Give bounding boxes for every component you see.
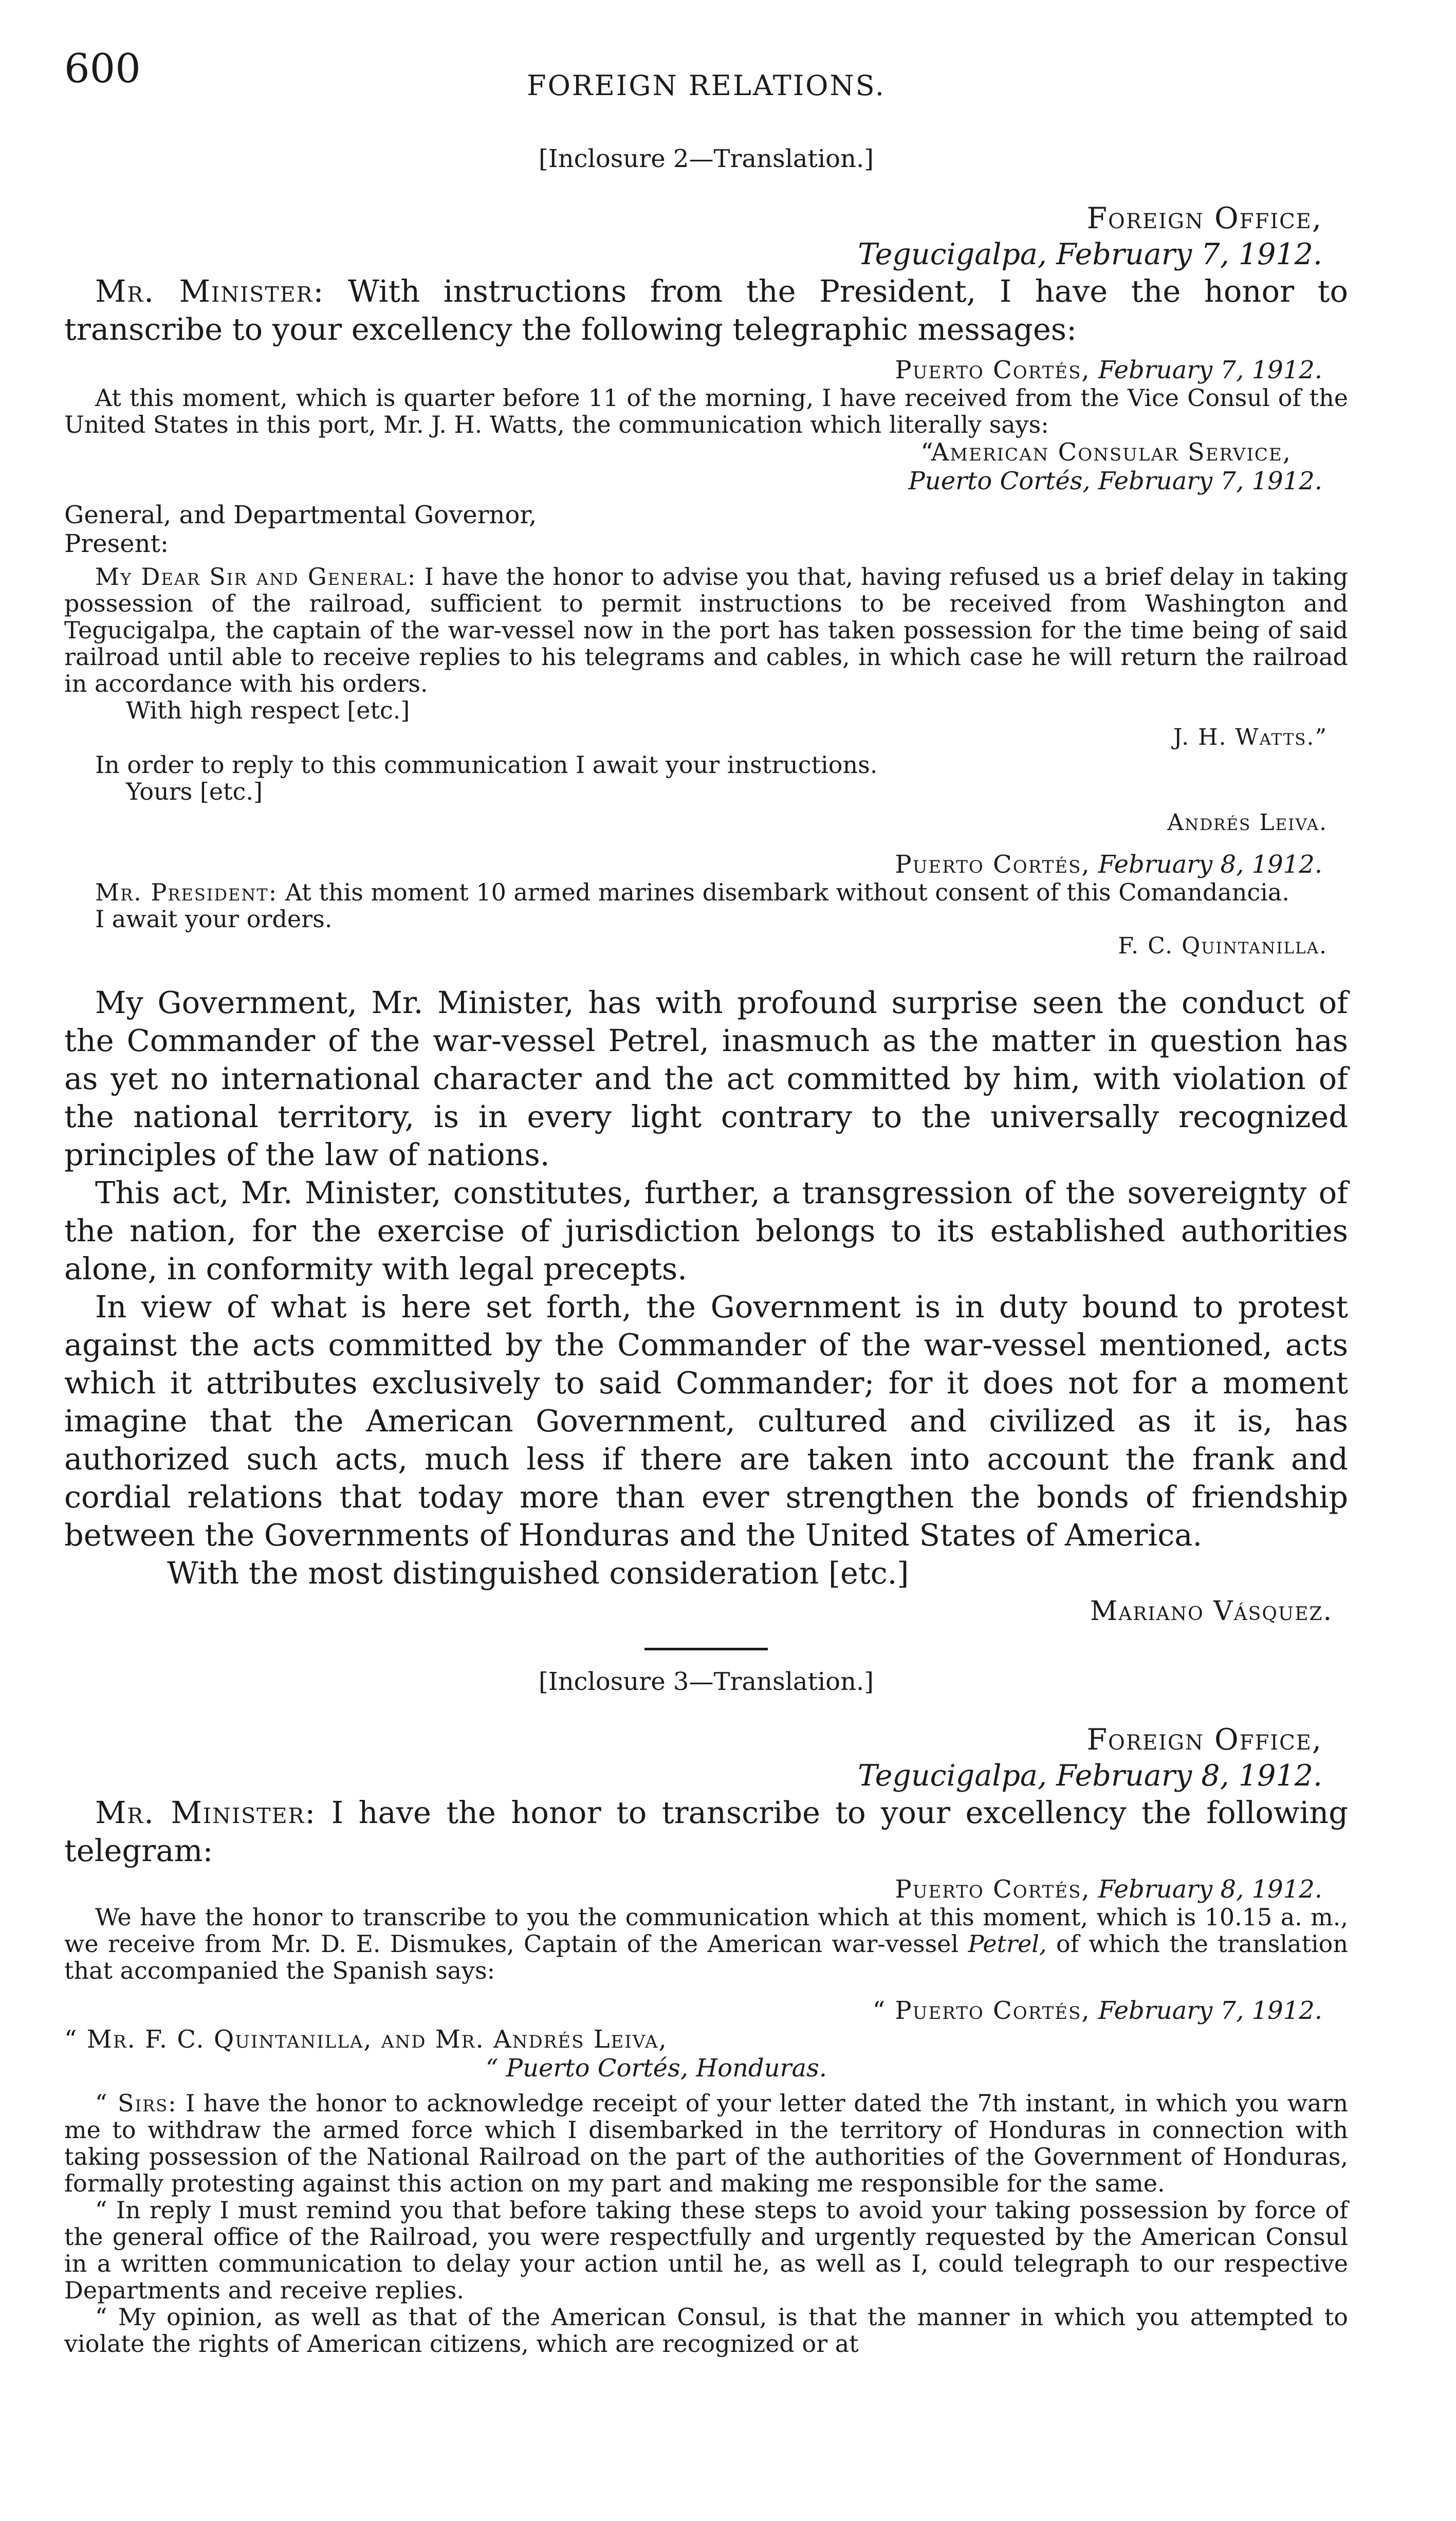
telegram-1-signature: Andrés Leiva. xyxy=(1167,809,1328,836)
inclosure-2-paragraph-3: In view of what is here set forth, the Government is in duty bound to protest against the acts committed by the Commander of the war-vessel mentioned, acts which it attributes exclusively to said Commander; for it does not for a moment imagine that the American Government, cultured and civilized as it is, has authorized such acts, much less if there are taken into account the frank and cordial relations that today more than ever strengthen the bonds of friendship between the Governments of Honduras and the United States of America. xyxy=(64,1289,1348,1553)
telegram-3-paragraph-1-text: I have the honor to acknowledge receipt of your letter dated the 7th instant, in which you warn me to withdraw the armed force which I disembarked in the territory of Honduras in connection with taking possession of the National Railroad on the part of the authorities of the Government of Honduras, formally protesting against this action on my part and making me responsible for the same. xyxy=(64,2089,1348,2197)
telegram-3-paragraph-2: “ In reply I must remind you that before taking these steps to avoid your taking possession by force of the general office of the Railroad, you were respectfully and urgently requested by the American Consul in a written communication to delay your action until he, as well as I, could telegraph to our respective Departments and receive replies. xyxy=(64,2196,1348,2304)
inclosure-2-place-date: Tegucigalpa, February 7, 1912. xyxy=(858,237,1322,272)
telegram-1-quoted-letter xyxy=(64,563,1348,697)
inclosure-3-office: Foreign Office, xyxy=(1086,1722,1322,1757)
telegram-3-place: Puerto Cortés, xyxy=(895,1874,1091,1904)
telegram-2-salutation: Mr. President: xyxy=(95,878,278,907)
telegram-3-paragraph-1 xyxy=(64,2090,1348,2197)
telegram-3-quoted-address-place: “ Puerto Cortés, Honduras. xyxy=(486,2053,827,2083)
telegram-1-dateline xyxy=(64,356,1348,384)
telegram-2-closing: I await your orders. xyxy=(95,905,333,933)
section-divider xyxy=(644,1648,768,1650)
telegram-3-quoted-salutation: “ Sirs: xyxy=(95,2089,177,2117)
telegram-3-date: February 8, 1912. xyxy=(1098,1874,1322,1904)
telegram-3-quoted-addressee: “ Mr. F. C. Quintanilla, and Mr. Andrés Leiva, xyxy=(64,2025,668,2054)
inclosure-3-heading: [Inclosure 3—Translation.] xyxy=(539,1667,874,1697)
telegram-2-dateline xyxy=(64,850,1348,879)
telegram-2-body xyxy=(64,879,1348,906)
inclosure-2-intro-text: With instructions from the President, I have the honor to transcribe to your excellency the following telegraphic messages: xyxy=(64,273,1348,347)
telegram-1-quoted-body: I have the honor to advise you that, having refused us a brief delay in taking possession of the railroad, sufficient to permit instructions to be received from Washington and Tegucigalpa, the captain of the war-vessel now in the port has taken possession for the time being of said railroad until able to receive replies to his telegrams and cables, in which case he will return the railroad in accordance with his orders. xyxy=(64,563,1348,698)
telegram-1-addressee-2: Present: xyxy=(64,529,169,559)
running-head: FOREIGN RELATIONS. xyxy=(527,69,886,102)
inclosure-2-heading: [Inclosure 2—Translation.] xyxy=(539,144,874,173)
telegram-2-body-text: At this moment 10 armed marines disembark without consent of this Comandancia. xyxy=(285,878,1289,907)
telegram-3-quoted-place: “ Puerto Cortés, xyxy=(872,1996,1091,2025)
inclosure-2-salutation: Mr. Minister: xyxy=(95,273,325,309)
telegram-3-body xyxy=(64,1904,1348,1984)
telegram-3-body-1: We have the honor to transcribe to you the communication which at this moment, which is 10.15 a. m., we receive from Mr. D. E. Dismukes, Captain of the American war-vessel xyxy=(64,1903,1348,1958)
page-number: 600 xyxy=(64,46,141,92)
telegram-1-quoted-signature: J. H. Watts.” xyxy=(1173,724,1328,751)
telegram-3-dateline xyxy=(64,1875,1348,1904)
inclosure-2-intro xyxy=(64,272,1348,348)
telegram-3-paragraph-3: “ My opinion, as well as that of the American Consul, is that the manner in which you attempted to violate the rights of American citizens, which are recognized or at xyxy=(64,2303,1348,2358)
telegram-2-signature: F. C. Quintanilla. xyxy=(1118,933,1328,960)
inclosure-2-office: Foreign Office, xyxy=(1086,201,1322,236)
inclosure-2-paragraph-1: My Government, Mr. Minister, has with profound surprise seen the conduct of the Commander of the war-vessel Petrel, inasmuch as the matter in question has as yet no international character and the act committed by him, with violation of the national territory, is in every light contrary to the universally recognized principles of the law of nations. xyxy=(64,985,1348,1173)
telegram-1-addressee-1: General, and Departmental Governor, xyxy=(64,501,537,530)
inclosure-2-signature: Mariano Vásquez. xyxy=(1090,1596,1333,1627)
telegram-1-reply: In order to reply to this communication I await your instructions. xyxy=(95,751,878,779)
inclosure-3-intro xyxy=(64,1794,1348,1870)
telegram-3-quoted-date: February 7, 1912. xyxy=(1098,1996,1322,2025)
page-header xyxy=(64,0,1348,103)
inclosure-3-salutation: Mr. Minister: xyxy=(95,1794,317,1830)
telegram-1-quoted-salutation: My Dear Sir and General: xyxy=(95,563,417,591)
inclosure-3-place-date: Tegucigalpa, February 8, 1912. xyxy=(858,1758,1322,1793)
telegram-1-date: February 7, 1912. xyxy=(1098,356,1322,385)
telegram-1-quoted-place-date: Puerto Cortés, February 7, 1912. xyxy=(908,467,1322,496)
telegram-1-body: At this moment, which is quarter before 11 of the morning, I have received from the Vice Consul of the United States in this port, Mr. J. H. Watts, the communication which literally says: xyxy=(64,384,1348,439)
telegram-2-place: Puerto Cortés, xyxy=(895,850,1091,879)
telegram-1-place: Puerto Cortés, xyxy=(895,356,1091,385)
inclosure-2 xyxy=(64,143,1348,1630)
telegram-3-quoted-dateline xyxy=(64,1996,1348,2025)
telegram-3-vessel: Petrel, xyxy=(968,1929,1047,1958)
telegram-2-date: February 8, 1912. xyxy=(1098,850,1322,879)
telegram-1-closing: Yours [etc.] xyxy=(126,778,263,806)
inclosure-2-paragraph-2: This act, Mr. Minister, constitutes, further, a transgression of the sovereignty of the nation, for the exercise of jurisdiction belongs to its established authorities alone, in conformity with legal precepts. xyxy=(64,1175,1348,1287)
inclosure-2-closing: With the most distinguished consideration [etc.] xyxy=(167,1555,909,1591)
telegram-1-quoted-closing: With high respect [etc.] xyxy=(126,696,410,725)
telegram-3-body-2: of which the translation that accompanied the Spanish says: xyxy=(64,1929,1348,1984)
telegram-1-quoted-from: “American Consular Service, xyxy=(920,438,1292,467)
inclosure-3-intro-text: I have the honor to transcribe to your excellency the following telegram: xyxy=(64,1794,1348,1868)
inclosure-3 xyxy=(64,1666,1348,2357)
